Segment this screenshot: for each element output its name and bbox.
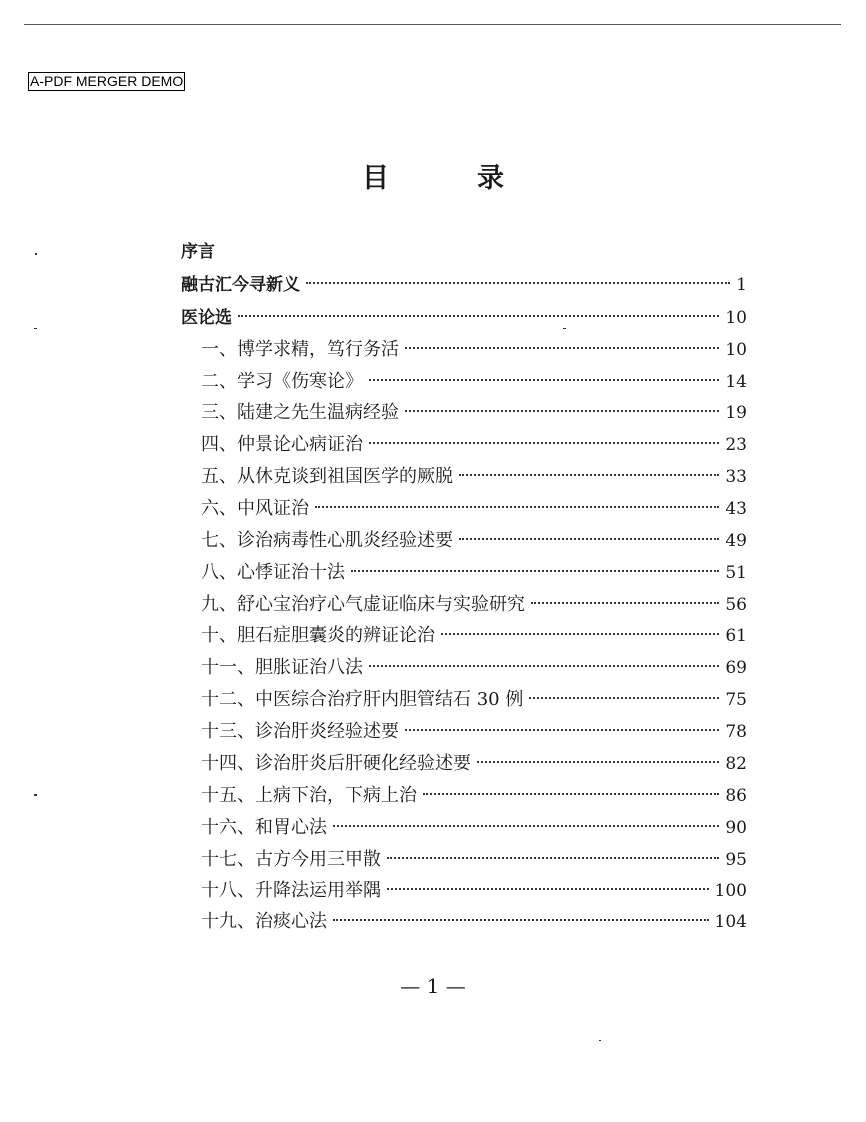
- toc-entry: [201, 848, 747, 872]
- toc-entry: [201, 879, 747, 903]
- dot-leader: [477, 761, 719, 763]
- toc-entry-label: 十六、和胃心法: [201, 817, 327, 838]
- toc-entry-page: 43: [725, 499, 747, 519]
- toc-entry-page: 90: [725, 818, 747, 838]
- toc-entry-label: 六、中风证治: [201, 498, 309, 519]
- dot-leader: [405, 410, 719, 412]
- scan-speck: [34, 328, 37, 329]
- toc-entry-page: 69: [725, 658, 747, 678]
- toc-entry: [201, 465, 747, 489]
- scan-speck: [599, 1040, 601, 1041]
- toc-entry: [201, 752, 747, 776]
- toc-entry-page: 75: [725, 690, 747, 710]
- toc-entry-page: 49: [725, 531, 747, 551]
- toc-entry-page: 33: [725, 467, 747, 487]
- toc-entry: [201, 688, 747, 712]
- toc-entry: [201, 720, 747, 744]
- toc-entry-page: 56: [725, 595, 747, 615]
- toc-entry-page: 86: [725, 786, 747, 806]
- toc-entry-label: 十三、诊治肝炎经验述要: [201, 721, 399, 742]
- toc-entry-label: 融古汇今寻新义: [181, 275, 300, 295]
- toc-entry-label: 一、博学求精，笃行务活: [201, 339, 399, 360]
- scan-speck: [34, 794, 37, 796]
- toc-entry: [201, 784, 747, 808]
- toc-entry-page: 10: [725, 340, 747, 360]
- toc-entry: [201, 910, 747, 934]
- toc-entry-label: 二、学习《伤寒论》: [201, 371, 363, 392]
- toc-entry-label: 七、诊治病毒性心肌炎经验述要: [201, 530, 453, 551]
- toc-entry-page: 61: [725, 626, 747, 646]
- dot-leader: [369, 665, 719, 667]
- toc-entry: [201, 529, 747, 553]
- toc-entry-label: 五、从休克谈到祖国医学的厥脱: [201, 466, 453, 487]
- toc-entry-page: 23: [725, 435, 747, 455]
- toc-preface: [181, 240, 215, 264]
- dot-leader: [529, 697, 719, 699]
- toc-entry-label: 十二、中医综合治疗肝内胆管结石 30 例: [201, 689, 524, 710]
- toc-entry-page: 95: [725, 850, 747, 870]
- toc-entry-page: 82: [725, 754, 747, 774]
- toc-entry-label: 十一、胆胀证治八法: [201, 657, 363, 678]
- dot-leader: [387, 857, 719, 859]
- page-number-footer: — 1 —: [400, 974, 466, 998]
- toc-entry-page: 14: [725, 372, 747, 392]
- toc-entry-page: 10: [725, 308, 747, 328]
- title-char-2: 录: [477, 163, 504, 194]
- toc-entry-label: 三、陆建之先生温病经验: [201, 402, 399, 423]
- toc-entry-label: 八、心悸证治十法: [201, 562, 345, 583]
- dot-leader: [387, 888, 709, 890]
- toc-entry-page: 51: [725, 563, 747, 583]
- dot-leader: [405, 347, 719, 349]
- dot-leader: [333, 919, 709, 921]
- toc-entry-label: 十七、古方今用三甲散: [201, 849, 381, 870]
- toc-entry: [201, 624, 747, 648]
- dot-leader: [315, 506, 719, 508]
- scan-speck: [35, 253, 37, 255]
- toc-entry-page: 78: [725, 722, 747, 742]
- toc-entry: [201, 656, 747, 680]
- toc-preface-label: 序言: [181, 242, 215, 262]
- toc-entry: [201, 593, 747, 617]
- toc-entry-label: 十九、治痰心法: [201, 911, 327, 932]
- toc-entry-page: 104: [714, 912, 747, 932]
- toc-entry-label: 十五、上病下治，下病上治: [201, 785, 417, 806]
- toc-entry: [201, 561, 747, 585]
- dot-leader: [459, 474, 719, 476]
- toc-entry: [201, 433, 747, 457]
- toc-entry-label: 九、舒心宝治疗心气虚证临床与实验研究: [201, 594, 525, 615]
- scan-speck: [563, 328, 566, 329]
- dot-leader: [351, 570, 719, 572]
- dot-leader: [369, 442, 719, 444]
- dot-leader: [369, 379, 719, 381]
- toc-entry: [201, 370, 747, 394]
- watermark-label: A-PDF MERGER DEMO: [30, 73, 184, 89]
- dot-leader: [405, 729, 719, 731]
- dot-leader: [238, 315, 719, 317]
- toc-entry: [201, 401, 747, 425]
- toc-entry-page: 1: [736, 275, 747, 295]
- dot-leader: [423, 793, 719, 795]
- toc-entry-page: 19: [725, 403, 747, 423]
- title-char-1: 目: [362, 163, 389, 194]
- toc-entry-first: [181, 273, 747, 297]
- dot-leader: [441, 633, 719, 635]
- toc-entry: [201, 497, 747, 521]
- toc-entry: [201, 338, 747, 362]
- dot-leader: [333, 825, 719, 827]
- toc-entry-page: 100: [714, 881, 747, 901]
- toc-entry: [201, 816, 747, 840]
- dot-leader: [531, 602, 719, 604]
- dot-leader: [306, 282, 730, 284]
- toc-entry-label: 医论选: [181, 308, 232, 328]
- toc-entry-section: [181, 306, 747, 330]
- toc-entry-label: 四、仲景论心病证治: [201, 434, 363, 455]
- toc-entry-label: 十、胆石症胆囊炎的辨证论治: [201, 625, 435, 646]
- dot-leader: [459, 538, 719, 540]
- toc-entry-label: 十四、诊治肝炎后肝硬化经验述要: [201, 753, 471, 774]
- toc-entry-label: 十八、升降法运用举隅: [201, 880, 381, 901]
